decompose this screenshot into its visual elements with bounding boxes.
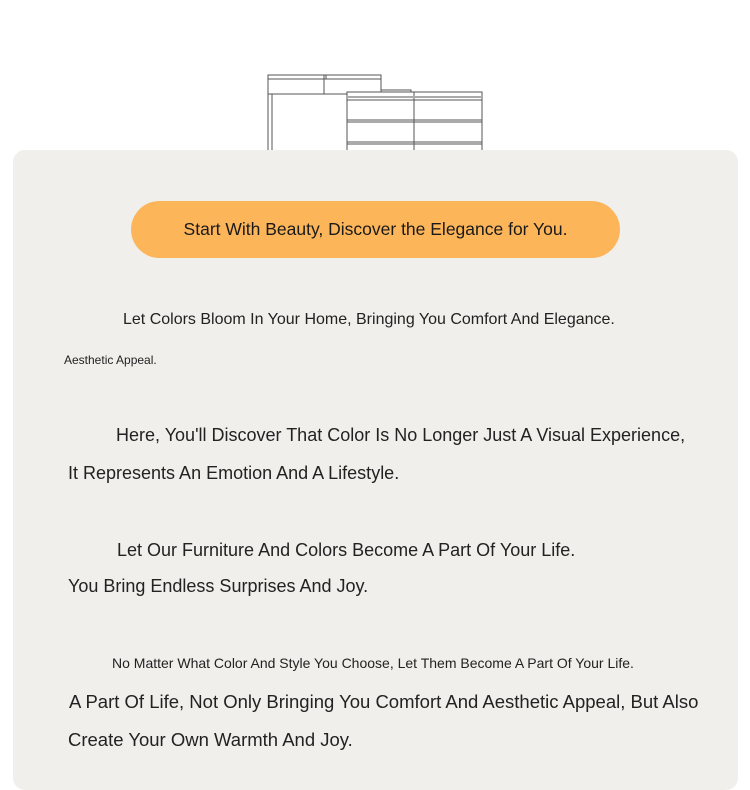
- paragraph-represents: It Represents An Emotion And A Lifestyle.: [68, 463, 400, 483]
- paragraph-discover: Here, You'll Discover That Color Is No Longer Just A Visual Experience,: [116, 425, 686, 445]
- paragraph-no-matter: No Matter What Color And Style You Choose, Let Them Become A Part Of Your Life.: [112, 655, 634, 671]
- paragraph-part-of-life: A Part Of Life, Not Only Bringing You Comfort And Aesthetic Appeal, But Also: [69, 691, 699, 712]
- tagline-bloom: Let Colors Bloom In Your Home, Bringing You Comfort And Elegance.: [123, 311, 615, 328]
- paragraph-furniture: Let Our Furniture And Colors Become A Part Of Your Life.: [117, 540, 576, 560]
- paragraph-warmth: Create Your Own Warmth And Joy.: [68, 729, 353, 750]
- tagline-aesthetic: Aesthetic Appeal.: [64, 353, 157, 367]
- paragraph-surprises: You Bring Endless Surprises And Joy.: [68, 576, 369, 596]
- cta-button[interactable]: Start With Beauty, Discover the Elegance for You.: [131, 201, 620, 258]
